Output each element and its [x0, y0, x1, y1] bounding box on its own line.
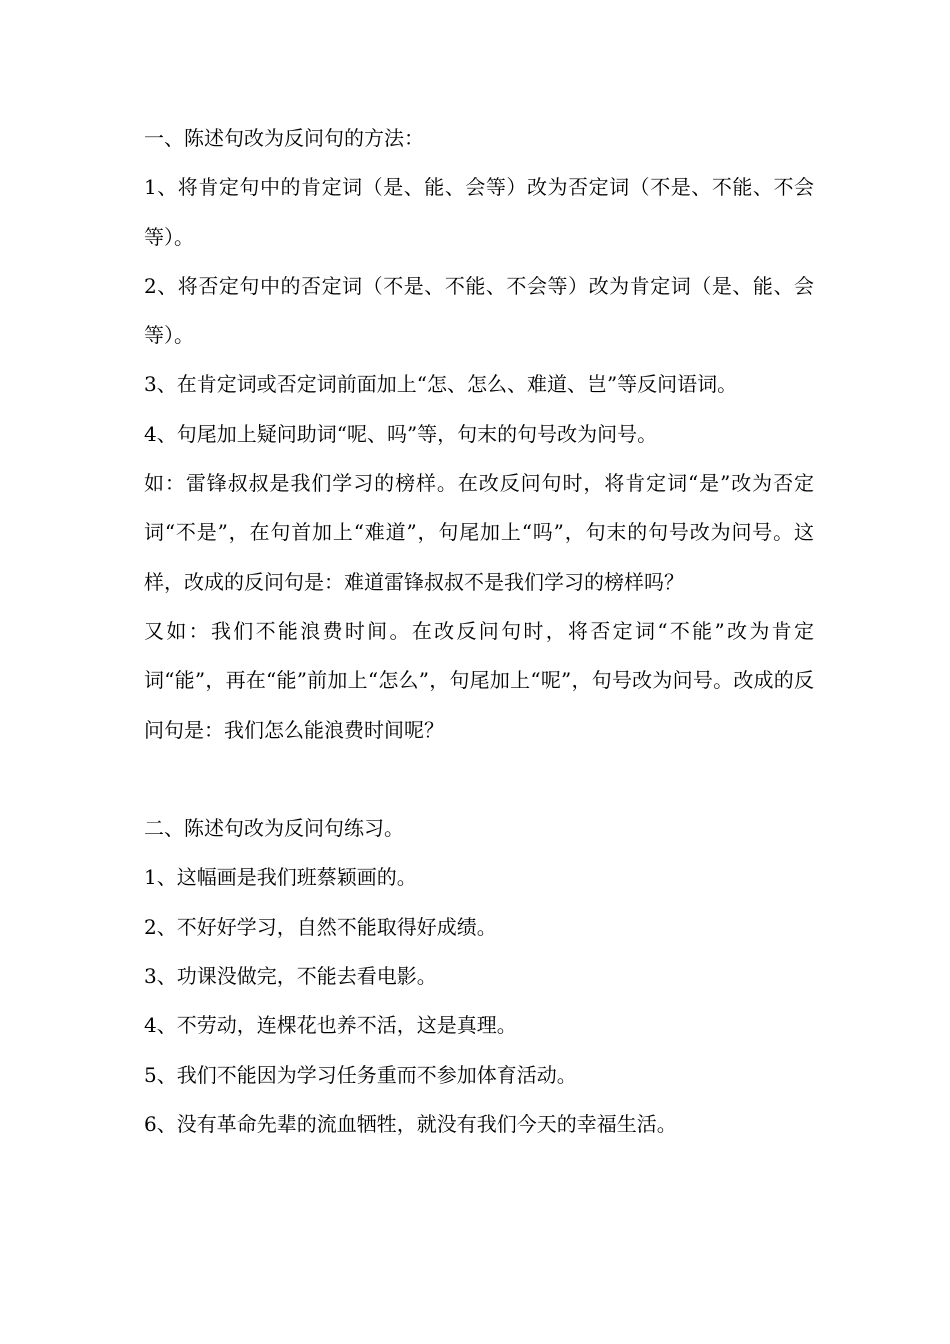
- section-1-title: 一、陈述句改为反问句的方法：: [144, 126, 424, 150]
- exercise-item-5: 5、我们不能因为学习任务重而不参加体育活动。: [144, 1062, 577, 1087]
- example-paragraph-1: 如：雷锋叔叔是我们学习的榜样。在改反问句时，将肯定词“是”改为否定词“不是”，在句首加上“难道”，句尾加上“吗”，句末的句号改为问号。这样，改成的反问句是：难道雷锋叔叔不是我们学习的榜样吗？: [144, 471, 814, 594]
- method-item-1: 1、将肯定句中的肯定词（是、能、会等）改为否定词（不是、不能、不会等）。: [144, 175, 814, 249]
- section-spacer: [144, 755, 814, 804]
- exercise-item-4: 4、不劳动，连棵花也养不活，这是真理。: [144, 1013, 517, 1038]
- exercise-item-3: 3、功课没做完，不能去看电影。: [144, 964, 437, 989]
- section-2-title: 二、陈述句改为反问句练习。: [144, 816, 404, 841]
- exercise-item-1: 1、这幅画是我们班蔡颖画的。: [144, 865, 417, 890]
- exercise-item-6: 6、没有革命先辈的流血牺牲，就没有我们今天的幸福生活。: [144, 1111, 677, 1136]
- exercise-item-2: 2、不好好学习，自然不能取得好成绩。: [144, 914, 497, 939]
- method-item-3: 3、在肯定词或否定词前面加上“怎、怎么、难道、岂”等反问语词。: [144, 372, 738, 397]
- example-paragraph-2: 又如：我们不能浪费时间。在改反问句时，将否定词“不能”改为肯定词“能”，再在“能”前加上“怎么”，句尾加上“呢”，句号改为问号。改成的反问句是：我们怎么能浪费时间呢？: [144, 618, 814, 742]
- method-item-4: 4、句尾加上疑问助词“呢、吗”等，句末的句号改为问号。: [144, 421, 658, 446]
- document-body: [144, 114, 814, 1149]
- method-item-2: 2、将否定句中的否定词（不是、不能、不会等）改为肯定词（是、能、会等）。: [144, 273, 814, 348]
